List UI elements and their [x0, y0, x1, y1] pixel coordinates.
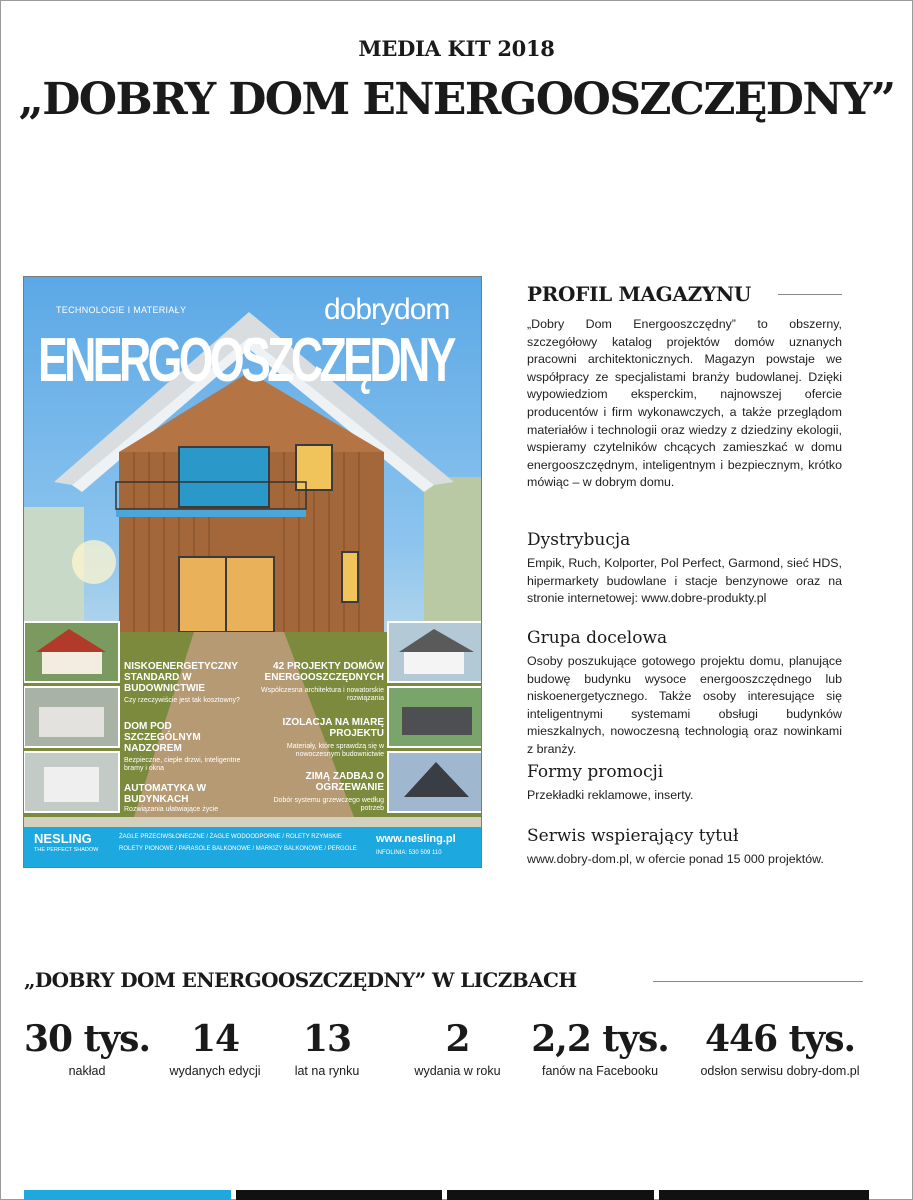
website-section	[527, 826, 842, 869]
stat-value: 2	[445, 1018, 470, 1060]
cover-left-item: AUTOMATYKA W BUDYNKACH	[124, 783, 207, 805]
cover-ad-url: www.nesling.pl	[376, 833, 456, 845]
footer-bar-accent	[24, 1190, 231, 1200]
cover-ad-brand: NESLING	[34, 831, 92, 846]
stat-label: wydania w roku	[414, 1064, 501, 1078]
footer-bar	[447, 1190, 654, 1200]
stat-item	[278, 1016, 376, 1078]
distribution-section	[527, 530, 842, 608]
section-text: Empik, Ruch, Kolporter, Pol Perfect, Garmond, sieć HDS, hipermarkety budowlane i stacje benzynowe oraz na stronie internetowej: www.dobre-produkty.pl	[527, 556, 842, 606]
stat-value: 14	[190, 1018, 240, 1060]
heading-divider	[778, 294, 842, 295]
target-group-section	[527, 628, 842, 759]
footer-bar	[236, 1190, 442, 1200]
cover-right-item: IZOLACJA NA MIARĘ PROJEKTU	[282, 717, 384, 739]
stat-item	[530, 1016, 670, 1078]
stat-value: 446 tys.	[704, 1018, 856, 1060]
stat-item	[160, 1016, 270, 1078]
cover-masthead: ENERGOOSZCZĘDNY	[38, 326, 453, 395]
stat-value: 13	[302, 1018, 352, 1060]
cover-left-item-sub: Rozwiązania ułatwiające życie	[124, 806, 219, 813]
cover-right-item: 42 PROJEKTY DOMÓW ENERGOOSZCZĘDNYCH	[264, 661, 384, 683]
cover-ad-products: ŻAGLE PRZECIWSŁONECZNE / ŻAGLE WODOODPORNE / ROLETY RZYMSKIE	[119, 834, 342, 840]
cover-ad-tagline: THE PERFECT SHADOW	[34, 847, 99, 853]
magazine-cover	[23, 276, 482, 868]
media-kit-label: MEDIA KIT 2018	[358, 36, 555, 61]
section-text: www.dobry-dom.pl, w ofercie ponad 15 000 projektów.	[527, 852, 824, 866]
profile-text: „Dobry Dom Energooszczędny” to obszerny, szczegółowy katalog projektów domów uznanych pracowni architektonicznych. Magazyn powstaje we współpracy ze specjalistami branży budowlanej. Dzięki wypowiedziom eksperckim, najnowszej ofercie producentów i firm wykonawczych, a także przeglądom materiałów i technologii oraz wiedzy z dziedziny ekologii, wspieramy czytelników chcących zamieszkać w domu energooszczędnym, inteligentnym i bezpiecznym, krótko mówiąc – w dobrym domu.	[527, 317, 842, 490]
cover-right-item-sub: Dobór systemu grzewczego według potrzeb	[273, 797, 384, 812]
cover-brand: dobrydom	[324, 293, 450, 326]
cover-left-item-sub: Bezpieczne, ciepłe drzwi, inteligentne bramy i okna	[124, 757, 241, 772]
cover-right-item-sub: Materiały, które sprawdzą się w nowoczesnym budownictwie	[286, 743, 384, 758]
cover-left-item-sub: Czy rzeczywiście jest tak kosztowny?	[124, 697, 240, 704]
promotion-section	[527, 762, 842, 805]
stat-item	[400, 1016, 515, 1078]
stat-item	[694, 1016, 866, 1078]
stat-label: lat na rynku	[294, 1064, 360, 1078]
stat-label: wydanych edycji	[169, 1064, 261, 1078]
footer-bar	[659, 1190, 869, 1200]
cover-ad-products: ROLETY PIONOWE / PARASOLE BALKONOWE / MARKIZY BALKONOWE / PERGOLE	[119, 846, 357, 852]
section-heading: Formy promocji	[527, 762, 664, 782]
stat-label: fanów na Facebooku	[541, 1064, 659, 1078]
stat-label: odsłon serwisu dobry-dom.pl	[700, 1064, 860, 1078]
profile-heading: PROFIL MAGAZYNU	[527, 282, 752, 306]
stat-item	[22, 1016, 152, 1078]
section-text: Przekładki reklamowe, inserty.	[527, 788, 694, 802]
cover-right-item: ZIMĄ ZADBAJ O OGRZEWANIE	[305, 771, 384, 793]
cover-right-item-sub: Współczesna architektura i nowatorskie rozwiązania	[261, 687, 384, 702]
stat-value: 2,2 tys.	[531, 1018, 669, 1060]
page-title: „DOBRY DOM ENERGOOSZCZĘDNY”	[18, 74, 895, 125]
cover-top-label: TECHNOLOGIE I MATERIAŁY	[56, 305, 187, 315]
cover-left-item: DOM POD SZCZEGÓLNYM NADZOREM	[124, 721, 201, 754]
stat-value: 30 tys.	[24, 1018, 150, 1060]
cover-left-item: NISKOENERGETYCZNY STANDARD W BUDOWNICTWIE	[124, 661, 238, 694]
section-heading: Grupa docelowa	[527, 628, 668, 648]
section-heading: Serwis wspierający tytuł	[527, 826, 739, 846]
section-text: Osoby poszukujące gotowego projektu domu, planujące budowę budynku wysoce energooszczędnego lub niskoenergetycznego. Także osoby interesujące się inteligentnymi systemami obsługi budynków mieszkalnych, nowoczesną technologią oraz nowinkami z branży.	[527, 654, 842, 756]
heading-divider	[653, 981, 863, 982]
cover-ad-phone: INFOLINIA: 530 509 110	[376, 850, 442, 856]
numbers-heading: „DOBRY DOM ENERGOOSZCZĘDNY” W LICZBACH	[24, 968, 577, 992]
stat-label: nakład	[68, 1064, 106, 1078]
section-heading: Dystrybucja	[527, 530, 631, 550]
